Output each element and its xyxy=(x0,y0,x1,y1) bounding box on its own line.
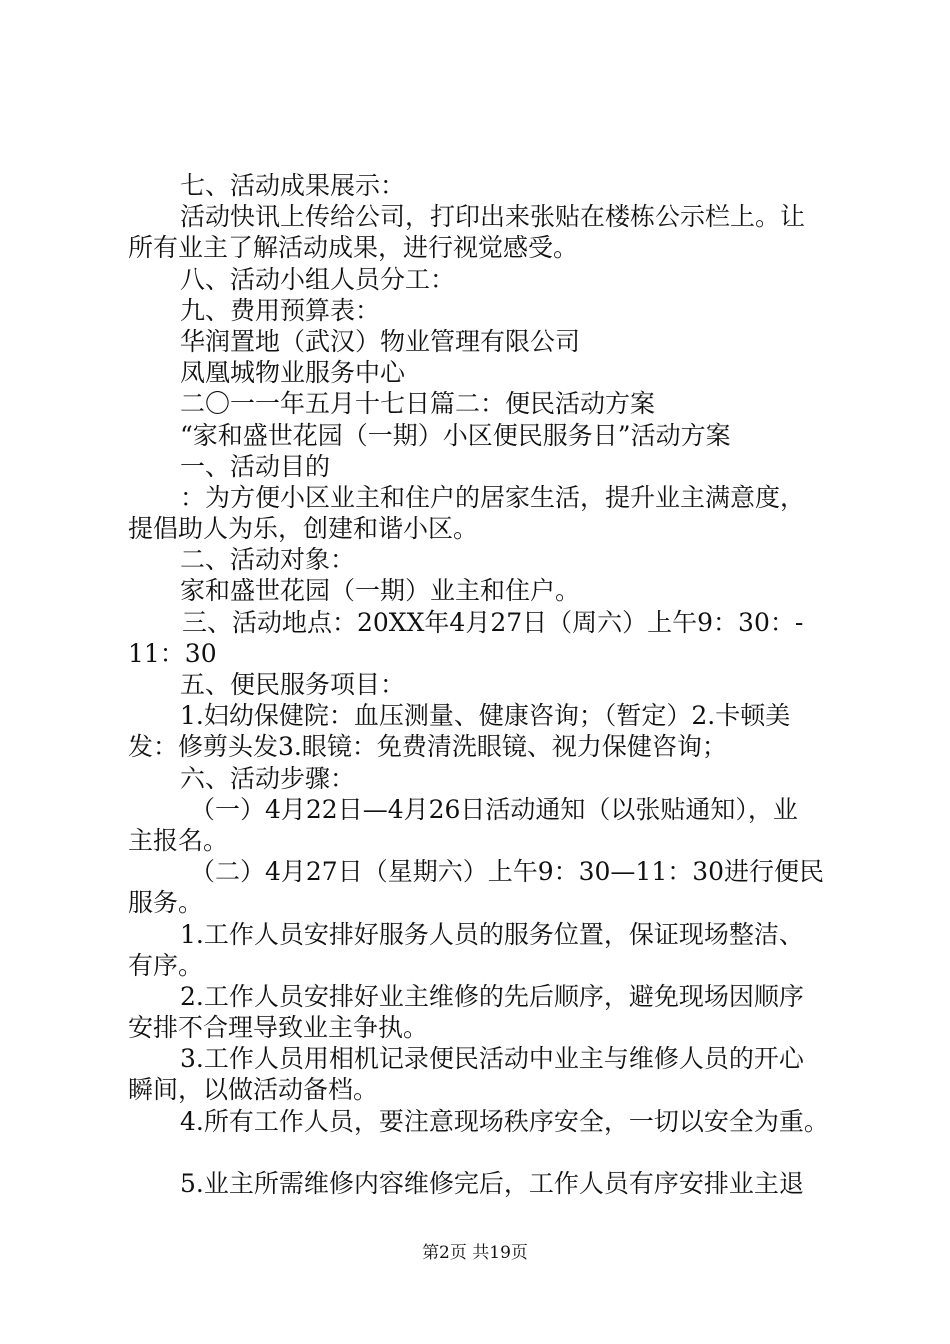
blank-line xyxy=(128,1137,838,1168)
paragraph-line: 服务。 xyxy=(128,888,204,918)
paragraph-line: 家和盛世花园（一期）业主和住户。 xyxy=(180,576,581,606)
section-heading-8: 八、活动小组人员分工： xyxy=(180,264,456,294)
paragraph-line: 瞬间，以做活动备档。 xyxy=(128,1075,379,1105)
paragraph-line: 3.工作人员用相机记录便民活动中业主与维修人员的开心 xyxy=(180,1044,804,1074)
section-heading-target: 二、活动对象： xyxy=(180,545,356,575)
document-body xyxy=(128,170,838,1199)
paragraph-line: （二）4月27日（星期六）上午9：30—11：30进行便民 xyxy=(190,857,825,887)
paragraph-line: 1.工作人员安排好服务人员的服务位置，保证现场整洁、 xyxy=(180,919,804,949)
page-number-footer: 第2页 共19页 xyxy=(422,1243,528,1263)
paragraph-line: 1.妇幼保健院：血压测量、健康咨询；（暂定）2.卡顿美 xyxy=(180,701,791,731)
paragraph-line: 所有业主了解活动成果，进行视觉感受。 xyxy=(128,233,579,263)
paragraph-line: ：为方便小区业主和住户的居家生活，提升业主满意度， xyxy=(180,482,806,512)
section-heading-7: 七、活动成果展示： xyxy=(180,171,406,200)
paragraph-line: 4.所有工作人员，要注意现场秩序安全，一切以安全为重。 xyxy=(180,1106,829,1136)
paragraph-line: 有序。 xyxy=(128,950,204,980)
service-center-name: 凤凰城物业服务中心 xyxy=(180,358,406,388)
paragraph-line: 11：30 xyxy=(128,638,217,668)
paragraph-line: （一）4月22日—4月26日活动通知（以张贴通知），业 xyxy=(190,794,798,824)
paragraph-line: 发：修剪头发3.眼镜：免费清洗眼镜、视力保健咨询； xyxy=(128,732,727,762)
section-heading-9: 九、费用预算表： xyxy=(180,295,381,325)
section-heading-location: 三、活动地点：20XX年4月27日（周六）上午9：30：- xyxy=(182,607,804,637)
section-heading-steps: 六、活动步骤： xyxy=(180,763,356,793)
paragraph-line: 提倡助人为乐，创建和谐小区。 xyxy=(128,514,479,544)
date-and-part-title: 二〇一一年五月十七日篇二：便民活动方案 xyxy=(180,389,656,419)
plan-title: “家和盛世花园（一期）小区便民服务日”活动方案 xyxy=(180,420,731,450)
paragraph-line: 安排不合理导致业主争执。 xyxy=(128,1013,429,1043)
paragraph-line: 活动快讯上传给公司，打印出来张贴在楼栋公示栏上。让 xyxy=(180,202,806,232)
paragraph-line: 主报名。 xyxy=(128,825,229,855)
company-name: 华润置地（武汉）物业管理有限公司 xyxy=(180,326,581,356)
section-heading-goal: 一、活动目的 xyxy=(180,451,331,481)
paragraph-line: 5.业主所需维修内容维修完后，工作人员有序安排业主退 xyxy=(180,1169,804,1198)
paragraph-line: 2.工作人员安排好业主维修的先后顺序，避免现场因顺序 xyxy=(180,981,804,1011)
section-heading-services: 五、便民服务项目： xyxy=(180,670,406,699)
